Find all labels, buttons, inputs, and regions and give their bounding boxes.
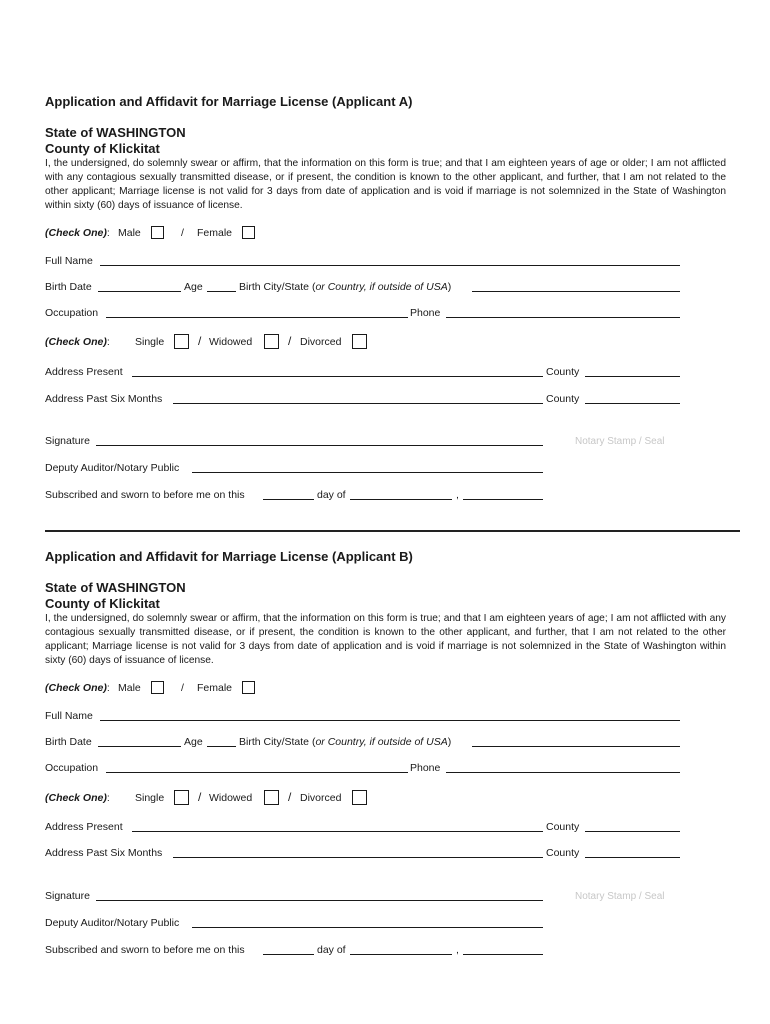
year-field[interactable] [463, 954, 543, 955]
widowed-label: Widowed [209, 336, 253, 348]
phone-label: Phone [410, 762, 441, 774]
deputy-label: Deputy Auditor/Notary Public [45, 917, 180, 929]
occupation-field[interactable] [106, 772, 408, 773]
phone-label: Phone [410, 307, 441, 319]
birth-date-field[interactable] [98, 291, 181, 292]
slash-separator: / [288, 790, 292, 804]
widowed-label: Widowed [209, 792, 253, 804]
age-field[interactable] [207, 746, 236, 747]
occupation-field[interactable] [106, 317, 408, 318]
check-one-label: (Check One): [45, 227, 110, 239]
county-present-field[interactable] [585, 831, 680, 832]
deputy-field[interactable] [192, 927, 543, 928]
divorced-checkbox[interactable] [352, 790, 367, 805]
signature-field[interactable] [96, 900, 543, 901]
subscribed-label: Subscribed and sworn to before me on this [45, 489, 245, 501]
male-label: Male [118, 682, 141, 694]
day-of-label: day of [317, 489, 346, 501]
slash-separator: / [181, 682, 184, 694]
female-checkbox[interactable] [242, 226, 255, 239]
full-name-field[interactable] [100, 720, 680, 721]
county-label: County [546, 847, 580, 859]
notary-stamp-placeholder: Notary Stamp / Seal [575, 436, 665, 447]
address-past-label: Address Past Six Months [45, 393, 163, 405]
applicant-b-section [0, 455, 770, 956]
state-heading: State of WASHINGTON [45, 580, 186, 595]
single-label: Single [135, 336, 165, 348]
address-past-label: Address Past Six Months [45, 847, 163, 859]
phone-field[interactable] [446, 772, 680, 773]
male-label: Male [118, 227, 141, 239]
notary-stamp-placeholder: Notary Stamp / Seal [575, 891, 665, 902]
age-label: Age [184, 736, 203, 748]
occupation-label: Occupation [45, 762, 99, 774]
full-name-label: Full Name [45, 710, 93, 722]
female-label: Female [197, 227, 233, 239]
phone-field[interactable] [446, 317, 680, 318]
birth-date-label: Birth Date [45, 736, 92, 748]
day-of-label: day of [317, 944, 346, 956]
comma: , [456, 489, 459, 501]
check-one-label: (Check One): [45, 336, 110, 348]
female-label: Female [197, 682, 233, 694]
county-label: County [546, 393, 580, 405]
check-one-label: (Check One): [45, 792, 110, 804]
address-present-label: Address Present [45, 821, 123, 833]
state-heading: State of WASHINGTON [45, 125, 186, 140]
male-checkbox[interactable] [151, 681, 164, 694]
county-label: County [546, 366, 580, 378]
birth-city-label: Birth City/State (or Country, if outside of USA) [239, 736, 452, 748]
county-heading: County of Klickitat [45, 141, 160, 156]
day-number-field[interactable] [263, 954, 314, 955]
female-checkbox[interactable] [242, 681, 255, 694]
subscribed-label: Subscribed and sworn to before me on this [45, 944, 245, 956]
form-title: Application and Affidavit for Marriage License (Applicant A) [45, 94, 413, 109]
county-present-field[interactable] [585, 376, 680, 377]
full-name-label: Full Name [45, 255, 93, 267]
affidavit-text: I, the undersigned, do solemnly swear or affirm, that the information on this form is true; and that I am eighteen years of age or older; I am not afflicted with any contagious sexually transmitted disease, or if present, the condition is known to the other applicant, and further, that I am not related to the other applicant; Marriage license is not valid for 3 days from date of application and is void if marriage is not solemnized in the State of Washington within sixty (60) days of issuance of license. [45, 158, 726, 211]
occupation-label: Occupation [45, 307, 99, 319]
county-past-field[interactable] [585, 403, 680, 404]
address-present-field[interactable] [132, 376, 543, 377]
slash-separator: / [181, 227, 184, 239]
widowed-checkbox[interactable] [264, 790, 279, 805]
month-field[interactable] [350, 954, 452, 955]
address-present-field[interactable] [132, 831, 543, 832]
county-past-field[interactable] [585, 857, 680, 858]
slash-separator: / [198, 790, 202, 804]
age-label: Age [184, 281, 203, 293]
slash-separator: / [198, 334, 202, 348]
single-label: Single [135, 792, 165, 804]
male-checkbox[interactable] [151, 226, 164, 239]
single-checkbox[interactable] [174, 334, 189, 349]
affidavit-text: I, the undersigned, do solemnly swear or affirm, that the information on this form is true; and that I am eighteen years of age; I am not afflicted with any contagious sexually transmitted disease, or if present, the condition is known to the other applicant, and further, that I am not related to the other applicant; Marriage license is not valid for 3 days from date of application and is void if marriage is not solemnized in the State of Washington within sixty (60) days of issuance of license. [45, 613, 726, 666]
county-heading: County of Klickitat [45, 596, 160, 611]
birth-city-label: Birth City/State (or Country, if outside of USA) [239, 281, 452, 293]
comma: , [456, 944, 459, 956]
signature-label: Signature [45, 435, 90, 447]
divorced-checkbox[interactable] [352, 334, 367, 349]
signature-label: Signature [45, 890, 90, 902]
birth-city-field[interactable] [472, 291, 680, 292]
single-checkbox[interactable] [174, 790, 189, 805]
birth-city-field[interactable] [472, 746, 680, 747]
divorced-label: Divorced [300, 792, 342, 804]
birth-date-field[interactable] [98, 746, 181, 747]
divorced-label: Divorced [300, 336, 342, 348]
form-title: Application and Affidavit for Marriage License (Applicant B) [45, 549, 413, 564]
address-past-field[interactable] [173, 403, 543, 404]
county-label: County [546, 821, 580, 833]
deputy-label: Deputy Auditor/Notary Public [45, 462, 180, 474]
full-name-field[interactable] [100, 265, 680, 266]
birth-date-label: Birth Date [45, 281, 92, 293]
slash-separator: / [288, 334, 292, 348]
check-one-label: (Check One): [45, 682, 110, 694]
widowed-checkbox[interactable] [264, 334, 279, 349]
address-present-label: Address Present [45, 366, 123, 378]
applicant-a-section [0, 0, 770, 501]
signature-field[interactable] [96, 445, 543, 446]
age-field[interactable] [207, 291, 236, 292]
address-past-field[interactable] [173, 857, 543, 858]
